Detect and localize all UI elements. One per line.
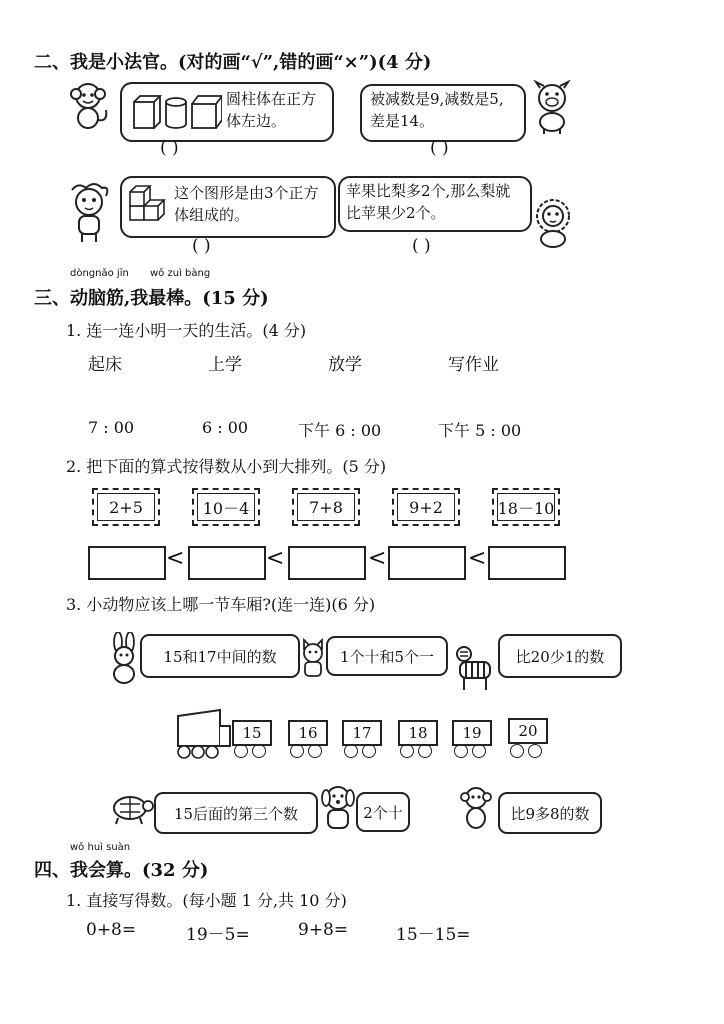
answer-box[interactable] [388,546,466,580]
activity-getup: 起床 [88,355,122,375]
section-2-heading: 二、我是小法官。(对的画“√”,错的画“×”)(4 分) [34,52,432,73]
problem-1: 0+8= [86,920,137,940]
wheel-icon [510,744,524,758]
time-pm-5: 下午 5 : 00 [438,421,522,440]
expression-box: 18－10 [492,488,560,526]
clue-top-2: 1个十和5个一 [326,636,448,676]
expression-box: 2+5 [92,488,160,526]
problem-3: 9+8= [298,920,349,940]
answer-paren-2[interactable]: ( ) [430,138,449,158]
expression-box: 7+8 [292,488,360,526]
dog-icon [318,782,358,832]
lion-icon [530,198,576,248]
expression-box: 9+2 [392,488,460,526]
pinyin-wozuibang: wǒ zuì bàng [150,268,211,279]
q3-1-label: 1. 连一连小明一天的生活。(4 分) [66,321,307,340]
goat-icon [64,180,114,244]
clue-bottom-1: 15后面的第三个数 [154,792,318,834]
wheel-icon [290,744,304,758]
q3-2-label: 2. 把下面的算式按得数从小到大排列。(5 分) [66,457,387,476]
train-icon [176,706,232,760]
answer-box[interactable] [188,546,266,580]
clue-bottom-2: 2个十 [356,792,410,832]
section-4-heading: 四、我会算。(32 分) [34,860,209,881]
wheel-icon [344,744,358,758]
less-than-sign: < [166,546,185,571]
turtle-icon [108,790,156,826]
answer-paren-3[interactable]: ( ) [192,236,211,256]
train-car-19[interactable]: 19 [452,720,492,746]
q3-3-label: 3. 小动物应该上哪一节车厢?(连一连)(6 分) [66,595,376,614]
wheel-icon [308,744,322,758]
activity-homework: 写作业 [448,355,499,375]
statement-text-2: 被减数是9,减数是5,差是14。 [370,90,504,130]
time-pm-6: 下午 6 : 00 [298,421,382,440]
wheel-icon [472,744,486,758]
activity-after-school: 放学 [328,355,362,375]
less-than-sign: < [468,546,487,571]
rabbit-icon [104,632,144,684]
wheel-icon [234,744,248,758]
statement-text-3: 这个图形是由3个正方体组成的。 [174,184,319,224]
pig-icon [528,80,576,134]
clue-top-3: 比20少1的数 [498,634,622,678]
train-car-17[interactable]: 17 [342,720,382,746]
answer-box[interactable] [488,546,566,580]
section-3-heading: 三、动脑筋,我最棒。(15 分) [34,288,269,309]
wheel-icon [252,744,266,758]
wheel-icon [528,744,542,758]
train-car-18[interactable]: 18 [398,720,438,746]
pinyin-wohuisuan: wǒ huì suàn [70,842,131,853]
cat-icon [298,638,328,680]
expression-box: 10－4 [192,488,260,526]
cylinder-cube-icon [130,92,222,132]
answer-paren-1[interactable]: ( ) [160,138,179,158]
clue-top-1: 15和17中间的数 [140,634,300,678]
activity-school: 上学 [208,355,242,375]
zebra-icon [452,644,498,692]
wheel-icon [362,744,376,758]
clue-bottom-3: 比9多8的数 [498,792,602,834]
statement-text-4: 苹果比梨多2个,那么梨就比苹果少2个。 [346,182,511,222]
train-car-20[interactable]: 20 [508,718,548,744]
wheel-icon [454,744,468,758]
answer-box[interactable] [288,546,366,580]
pinyin-dongnaojin: dòngnǎo jīn [70,268,129,279]
q4-1-label: 1. 直接写得数。(每小题 1 分,共 10 分) [66,891,347,910]
answer-paren-4[interactable]: ( ) [412,236,431,256]
train-car-15[interactable]: 15 [232,720,272,746]
problem-2: 19－5= [186,925,250,945]
answer-box[interactable] [88,546,166,580]
train-car-16[interactable]: 16 [288,720,328,746]
monkey-icon [64,80,112,130]
time-6: 6 : 00 [202,418,249,437]
problem-4: 15－15= [396,925,471,945]
less-than-sign: < [368,546,387,571]
statement-text-1: 圆柱体在正方体左边。 [226,90,317,130]
wheel-icon [400,744,414,758]
less-than-sign: < [266,546,285,571]
wheel-icon [418,744,432,758]
stacked-cubes-icon [128,184,170,228]
monkey-icon [454,784,498,830]
time-7: 7 : 00 [88,418,135,437]
